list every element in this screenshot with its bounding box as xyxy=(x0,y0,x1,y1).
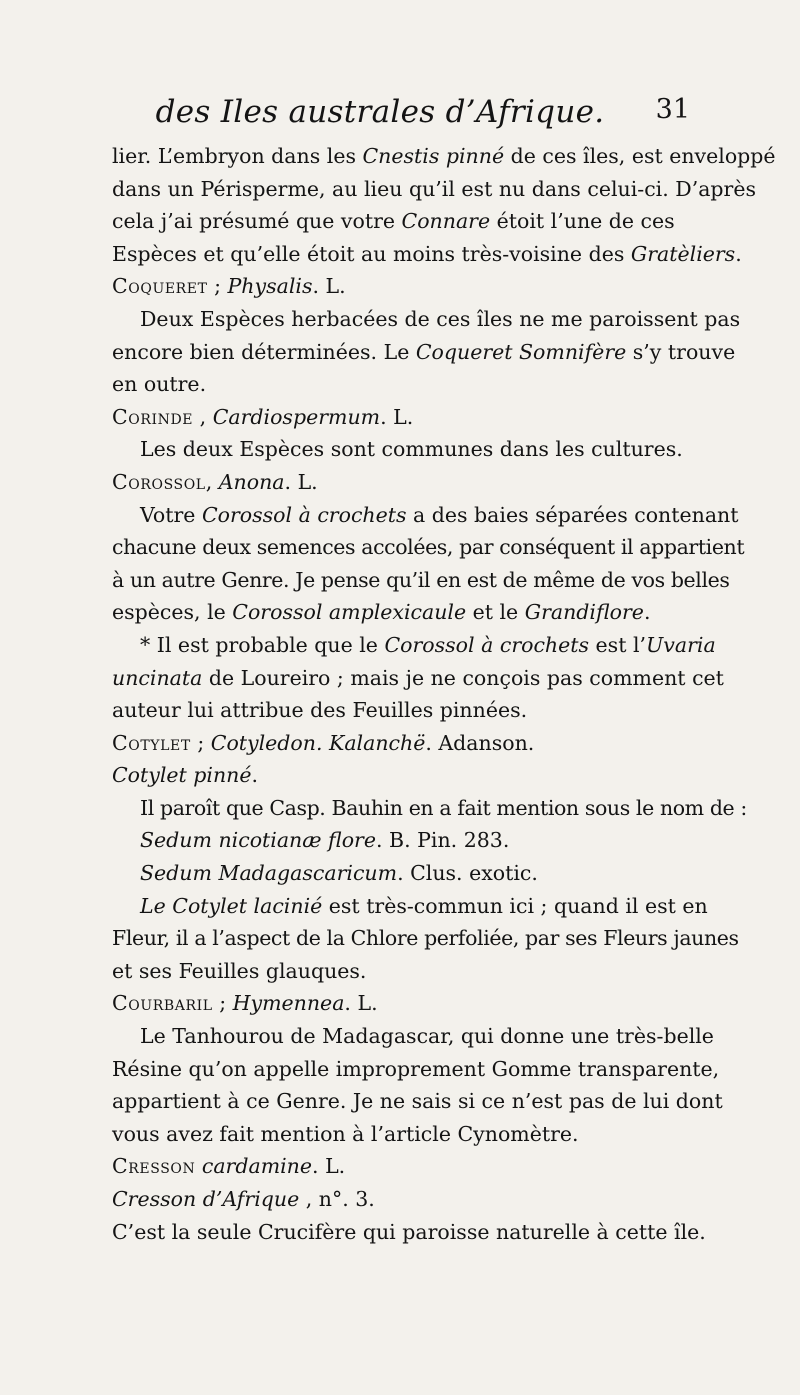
entry-heading: Courbaril ; Hymennea. L. xyxy=(112,991,378,1016)
running-title: des Iles australes d’Afrique. xyxy=(155,94,605,130)
text-line: espèces, le Corossol amplexicaule et le Grandiflore. xyxy=(112,600,651,625)
entry-heading: Cresson cardamine. L. xyxy=(112,1154,346,1179)
citation-line: Sedum nicotianæ flore. B. Pin. 283. xyxy=(140,828,510,853)
text-line: appartient à ce Genre. Je ne sais si ce n’est pas de lui dont xyxy=(112,1089,723,1114)
text-line: Les deux Espèces sont communes dans les cultures. xyxy=(140,437,683,462)
text-line: Il paroît que Casp. Bauhin en a fait mention sous le nom de : xyxy=(140,795,747,820)
entry-heading: Corossol, Anona. L. xyxy=(112,469,318,494)
text-line: uncinata de Loureiro ; mais je ne conçois pas comment cet xyxy=(112,665,724,690)
citation-line: Sedum Madagascaricum. Clus. exotic. xyxy=(140,861,538,886)
entry-heading: Coqueret ; Physalis. L. xyxy=(112,274,346,299)
body-text xyxy=(112,140,776,1248)
text-line: Espèces et qu’elle étoit au moins très-voisine des Gratèliers. xyxy=(112,241,742,266)
text-line: Le Tanhourou de Madagascar, qui donne une très-belle xyxy=(140,1024,714,1049)
text-line: vous avez fait mention à l’article Cynomètre. xyxy=(112,1121,579,1146)
text-line: Deux Espèces herbacées de ces îles ne me paroissent pas xyxy=(140,306,741,331)
entry-heading: Corinde , Cardiospermum. L. xyxy=(112,404,414,429)
text-line: et ses Feuilles glauques. xyxy=(112,958,367,983)
text-line: en outre. xyxy=(112,372,207,397)
text-line: encore bien déterminées. Le Coqueret Somnifère s’y trouve xyxy=(112,339,736,364)
text-line: à un autre Genre. Je pense qu’il en est de même de vos belles xyxy=(112,567,730,592)
footnote-line: * Il est probable que le Corossol à crochets est l’Uvaria xyxy=(140,632,716,657)
text-line: lier. L’embryon dans les Cnestis pinné de ces îles, est enveloppé xyxy=(112,144,776,168)
page-header xyxy=(120,94,690,134)
text-line: chacune deux semences accolées, par conséquent il appartient xyxy=(112,535,745,560)
text-line: C’est la seule Crucifère qui paroisse naturelle à cette île. xyxy=(112,1219,706,1244)
text-line: Résine qu’on appelle improprement Gomme transparente, xyxy=(112,1056,720,1081)
page-number: 31 xyxy=(655,94,690,125)
text-line: Fleur, il a l’aspect de la Chlore perfoliée, par ses Fleurs jaunes xyxy=(112,926,739,951)
entry-heading: Cotylet ; Cotyledon. Kalanchë. Adanson. xyxy=(112,730,535,755)
text-line: dans un Périsperme, au lieu qu’il est nu dans celui-ci. D’après xyxy=(112,176,757,201)
text-line: Le Cotylet lacinié est très-commun ici ; quand il est en xyxy=(140,893,708,918)
text-line: Votre Corossol à crochets a des baies séparées contenant xyxy=(140,502,739,527)
text-line: auteur lui attribue des Feuilles pinnées. xyxy=(112,698,528,723)
text-line: Cresson d’Afrique , n°. 3. xyxy=(112,1187,375,1211)
text-line: cela j’ai présumé que votre Connare étoit l’une de ces xyxy=(112,209,675,234)
text-line: Cotylet pinné. xyxy=(112,763,259,788)
